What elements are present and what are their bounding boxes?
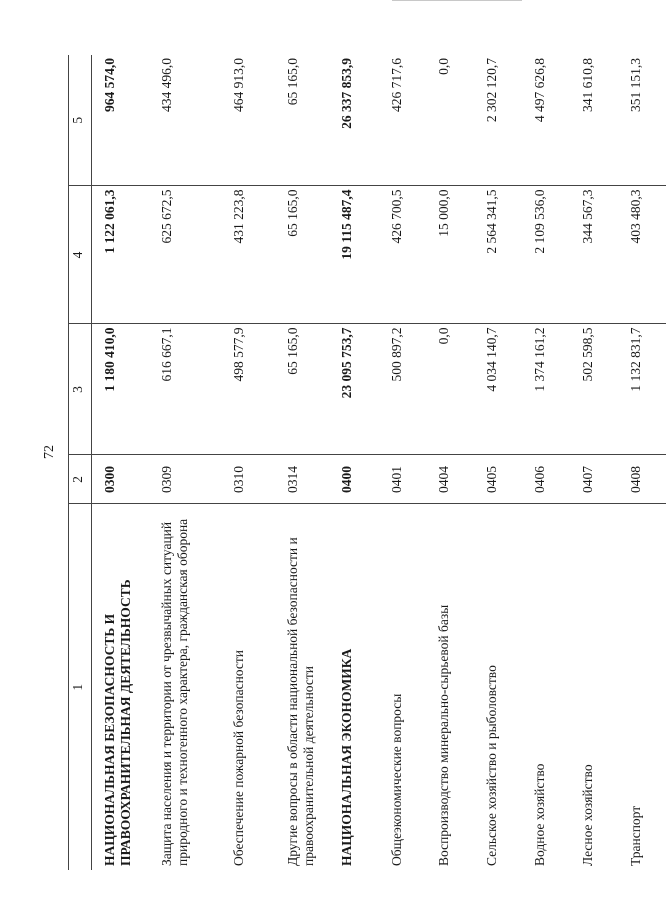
row-value-col4: 431 223,8 [221,186,275,324]
row-value-col5: 2 302 120,7 [484,58,499,123]
row-code: 0408 [618,455,666,504]
table-row [570,55,618,870]
row-name: Обеспечение пожарной безопасности [221,504,275,870]
column-number-3: 3 [69,324,92,455]
column-number-4: 4 [69,186,92,324]
row-value-col4: 403 480,3 [618,186,666,324]
row-name: НАЦИОНАЛЬНАЯ БЕЗОПАСНОСТЬ И ПРАВООХРАНИТЕЛЬНАЯ ДЕЯТЕЛЬНОСТЬ [92,504,150,870]
row-value-col3: 1 180 410,0 [92,324,150,455]
row-value-col5: 0,0 [436,58,451,75]
row-name: Лесное хозяйство [570,504,618,870]
row-value-col3: 23 095 753,7 [329,324,379,455]
row-value-col3: 500 897,2 [379,324,426,455]
row-value-col4: 65 165,0 [275,186,329,324]
column-number-1: 1 [69,504,92,870]
row-value-col4: 625 672,5 [149,186,221,324]
row-value-col4: 426 700,5 [379,186,426,324]
row-value-col5: 65 165,0 [285,58,300,106]
table-row [379,55,426,870]
row-name: Водное хозяйство [522,504,570,870]
row-code: 0309 [149,455,221,504]
row-value-col3: 616 667,1 [149,324,221,455]
row-value-col5: 426 717,6 [389,58,404,112]
row-value-col4: 344 567,3 [570,186,618,324]
table-row [92,55,150,870]
row-code: 0314 [275,455,329,504]
row-value-col5: 964 574,0 [102,58,117,112]
row-value-col5: 26 337 853,9 [339,58,354,129]
row-name: Общеэкономические вопросы [379,504,426,870]
row-value-col3: 498 577,9 [221,324,275,455]
row-name: Воспроизводство минерально-сырьевой базы [426,504,474,870]
row-value-col5: 4 497 626,8 [532,58,547,123]
row-value-col5: 434 496,0 [159,58,174,112]
table-row [618,55,666,870]
table-row [426,55,474,870]
table-row [275,55,329,870]
row-code: 0407 [570,455,618,504]
row-code: 0401 [379,455,426,504]
row-code: 0404 [426,455,474,504]
row-value-col4: 2 109 536,0 [522,186,570,324]
budget-table [68,55,666,870]
page-number: 72 [42,445,57,459]
row-value-col4: 19 115 487,4 [329,186,379,324]
row-value-col4: 15 000,0 [426,186,474,324]
row-name: Другие вопросы в области национальной безопасности и правоохранительной деятельности [275,504,329,870]
row-value-col3: 1 374 161,2 [522,324,570,455]
table-row [474,55,522,870]
row-value-col5: 351 151,3 [628,58,643,112]
row-name: Сельское хозяйство и рыболовство [474,504,522,870]
row-value-col3: 502 598,5 [570,324,618,455]
row-value-col3: 4 034 140,7 [474,324,522,455]
column-number-5: 5 [69,55,92,186]
row-code: 0300 [92,455,150,504]
row-value-col3: 65 165,0 [275,324,329,455]
row-code: 0400 [329,455,379,504]
row-value-col4: 2 564 341,5 [474,186,522,324]
row-code: 0405 [474,455,522,504]
row-code: 0310 [221,455,275,504]
row-name: НАЦИОНАЛЬНАЯ ЭКОНОМИКА [329,504,379,870]
table-row [329,55,379,870]
row-value-col3: 0,0 [426,324,474,455]
row-value-col5: 341 610,8 [580,58,595,112]
column-number-row [69,55,92,870]
row-value-col4: 1 122 061,3 [92,186,150,324]
row-name: Защита населения и территории от чрезвычайных ситуаций природного и техногенного характера, гражданская оборона [149,504,221,870]
table-row [221,55,275,870]
scan-edge-mark [392,0,522,3]
column-number-2: 2 [69,455,92,504]
table-row [522,55,570,870]
rotated-table-frame [68,55,643,870]
table-row [149,55,221,870]
row-value-col3: 1 132 831,7 [618,324,666,455]
row-code: 0406 [522,455,570,504]
row-name: Транспорт [618,504,666,870]
row-value-col5: 464 913,0 [231,58,246,112]
